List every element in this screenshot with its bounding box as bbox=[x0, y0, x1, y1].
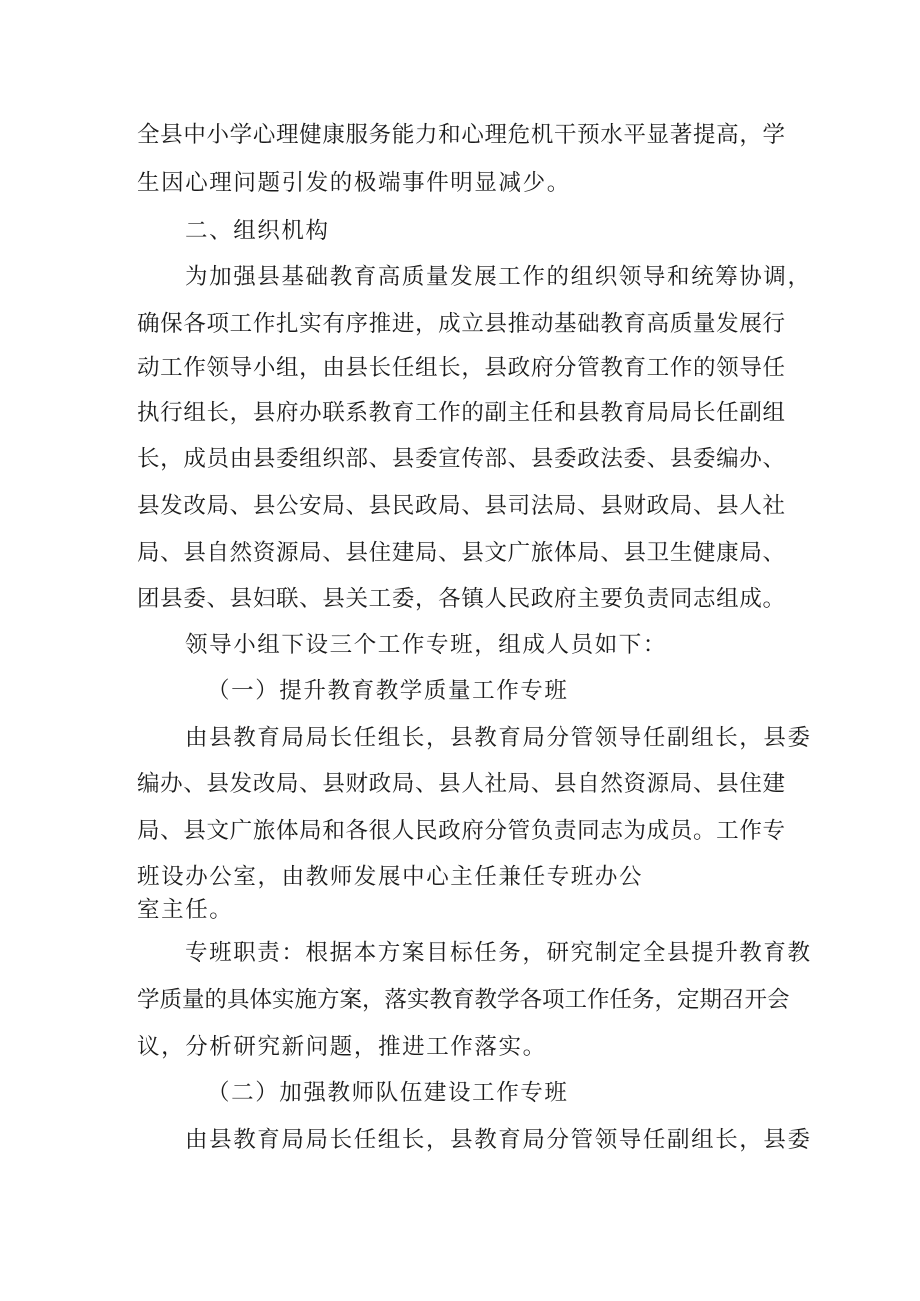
paragraph-line: 专班职责：根据本方案目标任务，研究制定全县提升教育教 bbox=[185, 940, 812, 966]
paragraph-line: 执行组长，县府办联系教育工作的副主任和县教育局局长任副组 bbox=[137, 400, 785, 426]
paragraph-line: 全县中小学心理健康服务能力和心理危机干预水平显著提高，学 bbox=[137, 122, 785, 148]
paragraph-line: 局、县自然资源局、县住建局、县文广旅体局、县卫生健康局、 bbox=[137, 540, 785, 566]
paragraph-line: 领导小组下设三个工作专班，组成人员如下： bbox=[185, 632, 668, 658]
paragraph-line: 长，成员由县委组织部、县委宣传部、县委政法委、县委编办、 bbox=[137, 446, 785, 472]
paragraph-line: 团县委、县妇联、县关工委，各镇人民政府主要负责同志组成。 bbox=[137, 586, 785, 612]
paragraph-line: 为加强县基础教育高质量发展工作的组织领导和统筹协调， bbox=[185, 264, 812, 290]
paragraph-line: 生因心理问题引发的极端事件明显减少。 bbox=[137, 170, 571, 196]
subsection-heading: （二）加强教师队伍建设工作专班 bbox=[207, 1080, 569, 1106]
paragraph-line: 编办、县发改局、县财政局、县人社局、县自然资源局、县住建 bbox=[137, 771, 785, 797]
paragraph-line: 动工作领导小组，由县长任组长，县政府分管教育工作的领导任 bbox=[137, 355, 785, 381]
paragraph-line: 班设办公室，由教师发展中心主任兼任专班办公 bbox=[137, 864, 644, 890]
section-heading: 二、组织机构 bbox=[185, 218, 330, 244]
paragraph-line: 由县教育局局长任组长，县教育局分管领导任副组长，县委 bbox=[185, 1127, 812, 1153]
paragraph-line: 议，分析研究新问题，推进工作落实。 bbox=[137, 1034, 547, 1060]
paragraph-line: 室主任。 bbox=[137, 897, 234, 923]
paragraph-line: 局、县文广旅体局和各很人民政府分管负责同志为成员。工作专 bbox=[137, 818, 785, 844]
paragraph-line: 由县教育局局长任组长，县教育局分管领导任副组长，县委 bbox=[185, 725, 812, 751]
subsection-heading: （一）提升教育教学质量工作专班 bbox=[207, 678, 569, 704]
paragraph-line: 确保各项工作扎实有序推进，成立县推动基础教育高质量发展行 bbox=[137, 311, 785, 337]
paragraph-line: 学质量的具体实施方案，落实教育教学各项工作任务，定期召开会 bbox=[137, 987, 790, 1013]
paragraph-line: 县发改局、县公安局、县民政局、县司法局、县财政局、县人社 bbox=[137, 493, 785, 519]
